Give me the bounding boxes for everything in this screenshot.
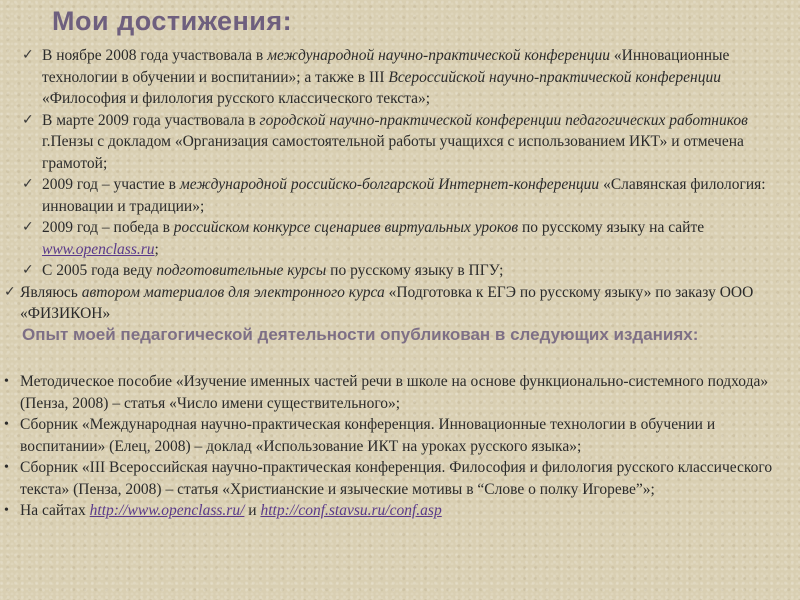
checkmark-icon: ✓ bbox=[22, 219, 34, 235]
bullet-icon: • bbox=[4, 503, 9, 518]
achievement-item bbox=[0, 260, 790, 282]
link[interactable]: http://conf.stavsu.ru/conf.asp bbox=[260, 502, 442, 519]
bullet-icon: • bbox=[4, 417, 9, 432]
emphasis-text: международной российско-болгарской Интернет-конференции bbox=[179, 176, 600, 193]
text-segment: г.Пензы с докладом «Организация самостоятельной работы учащихся с использованием ИКТ» и отмечена грамотой; bbox=[42, 133, 744, 172]
text-segment: ; bbox=[154, 240, 159, 258]
emphasis-text: российском конкурсе сценариев виртуальных уроков bbox=[173, 219, 519, 236]
text-segment: 2009 год – участие в bbox=[42, 176, 180, 193]
achievement-item bbox=[0, 217, 790, 260]
emphasis-text: Всероссийской научно-практической конференции bbox=[388, 68, 721, 86]
bullet-icon: • bbox=[4, 460, 9, 475]
checkmark-icon: ✓ bbox=[22, 176, 34, 192]
text-segment: Сборник «III Всероссийская научно-практическая конференция. Философия и филология русского классического текста» (Пенза, 2008) – статья «Христианские и языческие мотивы в “Слове о полку Игореве”»; bbox=[20, 459, 773, 498]
text-segment: «Славянская филология: инновации и традиции»; bbox=[42, 176, 766, 215]
achievements-list bbox=[0, 45, 790, 325]
publications-heading: Опыт моей педагогической деятельности опубликован в следующих изданиях: bbox=[22, 325, 699, 344]
text-segment: «Подготовка к ЕГЭ по русскому языку» по заказу ООО «ФИЗИКОН» bbox=[20, 283, 754, 322]
link[interactable]: www.openclass.ru bbox=[42, 240, 155, 258]
emphasis-text: подготовительные курсы bbox=[156, 262, 327, 279]
publication-item bbox=[0, 371, 798, 414]
publication-item bbox=[0, 457, 798, 500]
text-segment: В ноябре 2008 года участвовала в bbox=[42, 47, 268, 64]
publication-item bbox=[0, 414, 798, 457]
emphasis-text: городской научно-практической конференции педагогических работников bbox=[259, 111, 748, 129]
text-segment: по русскому языку на сайте bbox=[518, 219, 705, 236]
checkmark-icon: ✓ bbox=[22, 47, 34, 63]
achievement-item bbox=[0, 174, 790, 217]
achievement-item bbox=[0, 110, 790, 175]
text-segment: В марте 2009 года участвовала в bbox=[42, 111, 260, 129]
checkmark-icon: ✓ bbox=[22, 111, 34, 128]
text-segment: Сборник «Международная научно-практическая конференция. Инновационные технологии в обучении и воспитании» (Елец, 2008) – доклад «Использование ИКТ на уроках русского языка»; bbox=[20, 416, 716, 455]
text-segment: Методическое пособие «Изучение именных частей речи в школе на основе функционально-системного подхода» (Пенза, 2008) – статья «Число имени существительного»; bbox=[20, 373, 769, 412]
achievement-item bbox=[0, 45, 790, 110]
text-segment: 2009 год – победа в bbox=[42, 219, 174, 236]
text-segment: На сайтах bbox=[20, 502, 90, 519]
text-segment: по русскому языку в ПГУ; bbox=[326, 262, 504, 279]
emphasis-text: автором материалов для электронного курса bbox=[81, 283, 385, 301]
achievement-item bbox=[0, 282, 790, 325]
checkmark-icon: ✓ bbox=[22, 262, 34, 278]
text-segment: и bbox=[244, 502, 261, 519]
checkmark-icon: ✓ bbox=[4, 283, 16, 300]
text-segment: «Философия и филология русского классического текста»; bbox=[42, 90, 431, 107]
text-segment: Являюсь bbox=[20, 283, 82, 301]
bullet-icon: • bbox=[4, 374, 9, 389]
text-segment: «Инновационные технологии в обучении и воспитании»; а также в III bbox=[42, 47, 730, 86]
publication-item bbox=[0, 500, 798, 522]
link[interactable]: http://www.openclass.ru/ bbox=[89, 502, 245, 519]
slide-title: Мои достижения: bbox=[52, 6, 293, 36]
emphasis-text: международной научно-практической конференции bbox=[267, 47, 610, 64]
text-segment: С 2005 года веду bbox=[42, 262, 157, 279]
publications-list bbox=[0, 371, 798, 522]
